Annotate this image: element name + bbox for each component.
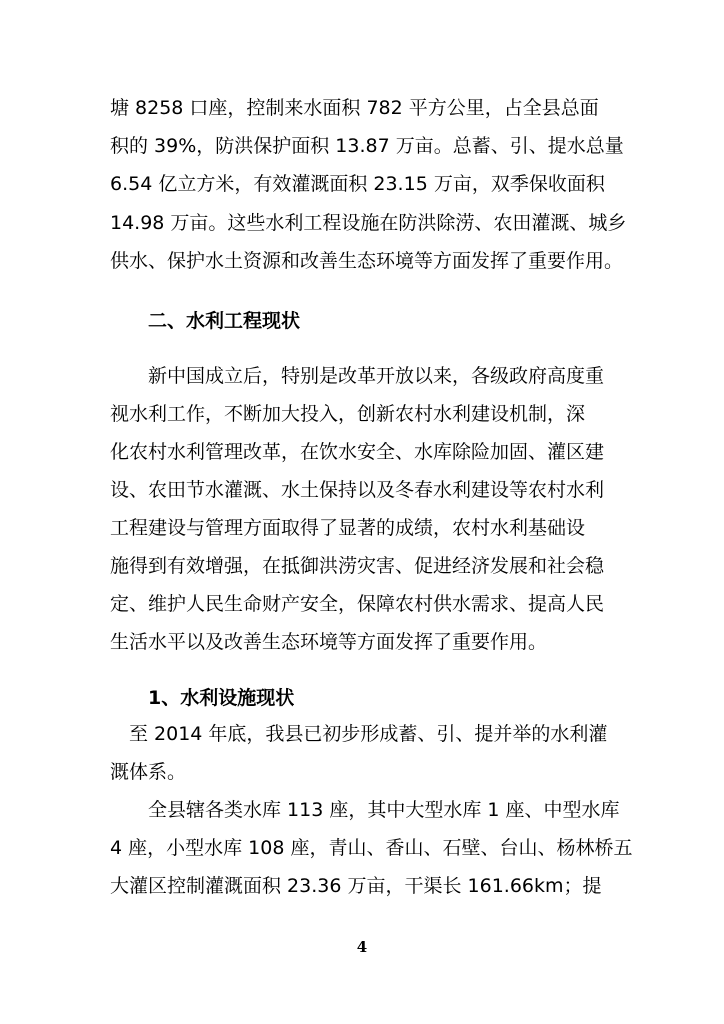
text-line: 施得到有效增强，在抵御洪涝灾害、促进经济发展和社会稳 — [110, 555, 605, 577]
subsection-heading: 1、水利设施现状 — [148, 687, 295, 709]
text-line: 化农村水利管理改革，在饮水安全、水库除险加固、灌区建 — [110, 441, 605, 463]
text-line: 至 2014 年底，我县已初步形成蓄、引、提并举的水利灌 — [129, 723, 608, 745]
text-line: 塘 8258 口座，控制来水面积 782 平方公里，占全县总面 — [110, 97, 599, 119]
text-line: 工程建设与管理方面取得了显著的成绩，农村水利基础设 — [110, 517, 586, 539]
text-line: 4 座，小型水库 108 座，青山、香山、石壁、台山、杨林桥五 — [110, 837, 633, 859]
text-line: 全县辖各类水库 113 座，其中大型水库 1 座、中型水库 — [148, 799, 620, 821]
text-line: 设、农田节水灌溉、水土保持以及冬春水利建设等农村水利 — [110, 479, 605, 501]
page-number: 4 — [356, 938, 368, 956]
text-line: 新中国成立后，特别是改革开放以来，各级政府高度重 — [148, 365, 605, 387]
text-line: 14.98 万亩。这些水利工程设施在防洪除涝、农田灌溉、城乡 — [110, 212, 627, 234]
text-line: 视水利工作，不断加大投入，创新农村水利建设机制，深 — [110, 403, 586, 425]
text-line: 定、维护人民生命财产安全，保障农村供水需求、提高人民 — [110, 593, 605, 615]
text-line: 6.54 亿立方米，有效灌溉面积 23.15 万亩，双季保收面积 — [110, 173, 605, 195]
text-line: 溉体系。 — [110, 761, 187, 783]
text-line: 大灌区控制灌溉面积 23.36 万亩，干渠长 161.66km；提 — [110, 875, 602, 897]
text-line: 供水、保护水土资源和改善生态环境等方面发挥了重要作用。 — [110, 250, 624, 272]
text-line: 生活水平以及改善生态环境等方面发挥了重要作用。 — [110, 631, 548, 653]
section-heading: 二、水利工程现状 — [148, 310, 301, 332]
text-line: 积的 39%，防洪保护面积 13.87 万亩。总蓄、引、提水总量 — [110, 135, 624, 157]
